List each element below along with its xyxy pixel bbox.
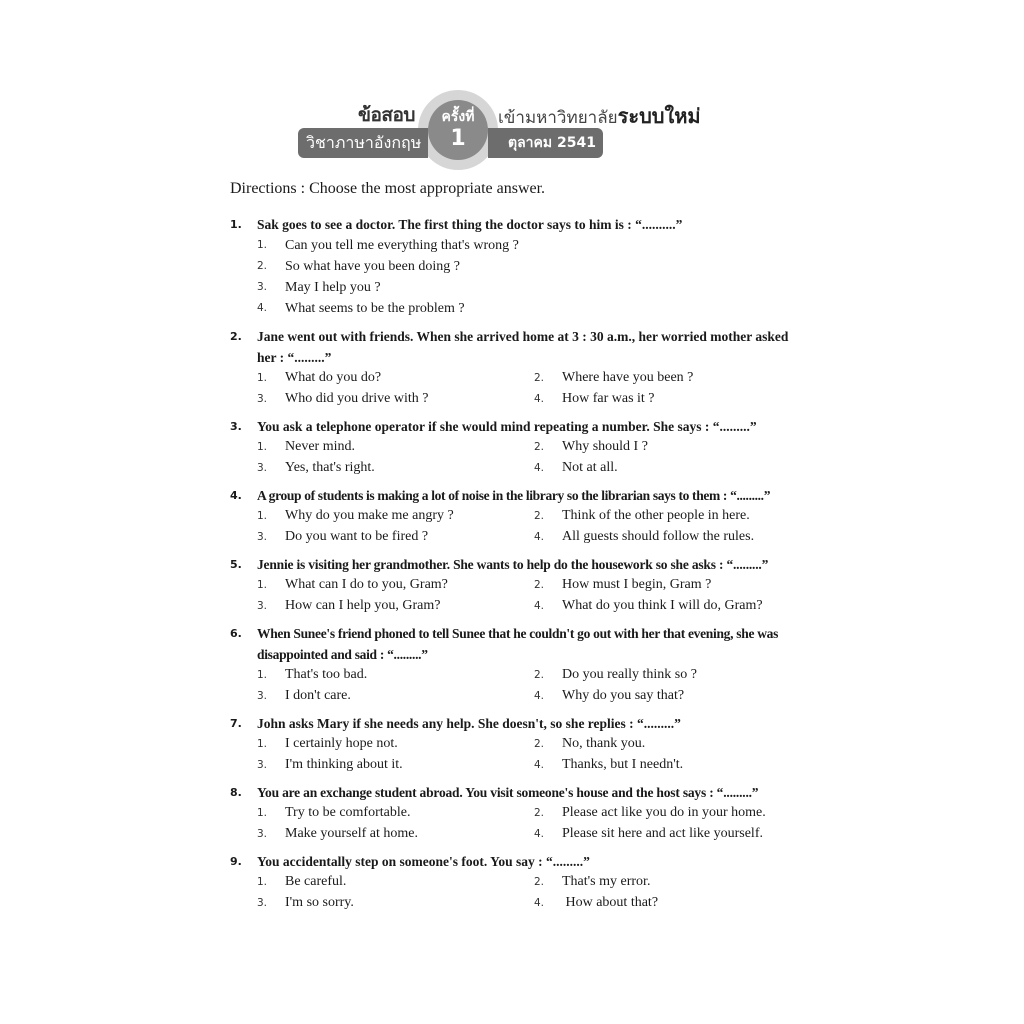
option-text: Yes, that's right.: [285, 459, 375, 475]
answer-option[interactable]: [257, 277, 810, 298]
answer-option[interactable]: [257, 665, 534, 686]
option-number: 4.: [534, 461, 545, 474]
question-stem: [230, 782, 810, 803]
option-text: Think of the other people in here.: [562, 508, 750, 523]
option-text: Never mind.: [285, 439, 355, 454]
question-text: You accidentally step on someone's foot. You say : “.........”: [257, 854, 590, 869]
option-number: 4.: [257, 302, 268, 314]
answer-options: [230, 368, 810, 409]
question-text: Jennie is visiting her grandmother. She wants to help do the housework so she asks : “.........”: [257, 557, 769, 572]
question-number: 2.: [230, 330, 242, 343]
answer-option[interactable]: [257, 527, 534, 548]
answer-option[interactable]: [534, 506, 811, 527]
option-text: What seems to be the problem ?: [285, 301, 465, 316]
question-text: When Sunee's friend phoned to tell Sunee that he couldn't go out with her that evening, she was disappointed and said : “.........”: [257, 626, 779, 662]
question-4: [230, 485, 810, 547]
round-number: 1: [450, 126, 466, 151]
question-stem: [230, 623, 810, 665]
option-text: Why do you say that?: [562, 687, 685, 703]
option-number: 2.: [534, 510, 545, 522]
answer-option[interactable]: [534, 686, 811, 707]
answer-option[interactable]: [534, 893, 811, 914]
question-stem: [230, 713, 810, 734]
question-3: [230, 416, 810, 478]
header-exam-label: ข้อสอบ: [358, 104, 415, 126]
question-number: 6.: [230, 627, 242, 640]
answer-option[interactable]: [534, 803, 811, 824]
option-number: 4.: [534, 896, 545, 909]
question-7: [230, 713, 810, 775]
answer-option[interactable]: [257, 734, 534, 755]
option-text: What do you do?: [285, 370, 382, 385]
option-text: So what have you been doing ?: [285, 259, 460, 274]
option-text: Where have you been ?: [562, 370, 694, 385]
option-number: 1.: [257, 579, 268, 591]
option-number: 4.: [534, 599, 545, 612]
answer-option[interactable]: [257, 389, 534, 410]
option-text: Please sit here and act like yourself.: [562, 825, 763, 841]
question-1: [230, 214, 810, 319]
question-number: 8.: [230, 786, 242, 799]
answer-option[interactable]: [534, 437, 811, 458]
option-number: 1.: [257, 239, 268, 251]
option-number: 3.: [257, 758, 268, 771]
answer-option[interactable]: [534, 872, 811, 893]
option-text: Please act like you do in your home.: [562, 805, 766, 820]
option-number: 3.: [257, 896, 268, 909]
option-number: 2.: [534, 738, 545, 750]
option-text: I'm thinking about it.: [285, 756, 403, 772]
option-number: 2.: [534, 669, 545, 681]
option-number: 2.: [534, 579, 545, 591]
option-text: Do you want to be fired ?: [285, 528, 429, 544]
option-number: 4.: [534, 827, 545, 840]
round-label: ครั้งที่: [441, 109, 475, 125]
question-list: [230, 214, 810, 920]
question-text: A group of students is making a lot of noise in the library so the librarian says to them : “.........”: [257, 488, 771, 503]
option-text: Why should I ?: [562, 439, 648, 454]
answer-options: [230, 235, 810, 319]
option-number: 1.: [257, 669, 268, 681]
option-number: 2.: [534, 876, 545, 888]
option-text: How must I begin, Gram ?: [562, 577, 712, 592]
answer-options: [230, 437, 810, 478]
answer-option[interactable]: [257, 803, 534, 824]
option-text: I'm so sorry.: [285, 894, 354, 910]
answer-option[interactable]: [257, 824, 534, 845]
option-number: 3.: [257, 461, 268, 474]
option-text: No, thank you.: [562, 736, 646, 751]
answer-option[interactable]: [257, 458, 534, 479]
round-badge: [428, 100, 488, 160]
answer-option[interactable]: [534, 368, 811, 389]
answer-option[interactable]: [257, 686, 534, 707]
answer-option[interactable]: [534, 824, 811, 845]
option-text: I certainly hope not.: [285, 736, 398, 751]
answer-option[interactable]: [257, 893, 534, 914]
answer-option[interactable]: [534, 389, 811, 410]
option-text: Why do you make me angry ?: [285, 508, 454, 523]
option-number: 3.: [257, 392, 268, 405]
answer-option[interactable]: [257, 368, 534, 389]
directions-text: Directions : Choose the most appropriate answer.: [230, 180, 546, 197]
question-8: [230, 782, 810, 844]
option-number: 1.: [257, 738, 268, 750]
header-subject-bar: วิชาภาษาอังกฤษ: [298, 128, 428, 158]
question-stem: [230, 416, 810, 437]
option-text: Make yourself at home.: [285, 825, 418, 841]
header-date-bar: ตุลาคม 2541: [488, 128, 603, 158]
question-stem: [230, 851, 810, 872]
question-number: 9.: [230, 855, 242, 868]
answer-options: [230, 506, 810, 547]
answer-option[interactable]: [534, 458, 811, 479]
question-text: You ask a telephone operator if she would mind repeating a number. She says : “.........”: [257, 419, 757, 434]
answer-option[interactable]: [257, 575, 534, 596]
question-stem: [230, 326, 810, 368]
option-number: 3.: [257, 689, 268, 702]
option-text: How can I help you, Gram?: [285, 597, 441, 613]
answer-option[interactable]: [257, 506, 534, 527]
answer-options: [230, 872, 810, 913]
option-text: How about that?: [562, 894, 659, 910]
option-number: 2.: [534, 441, 545, 453]
answer-options: [230, 665, 810, 706]
question-text: You are an exchange student abroad. You visit someone's house and the host says : “.........”: [257, 785, 759, 800]
question-number: 5.: [230, 558, 242, 571]
option-number: 2.: [534, 807, 545, 819]
option-text: Do you really think so ?: [562, 667, 697, 682]
answer-option[interactable]: [534, 596, 811, 617]
answer-option[interactable]: [534, 527, 811, 548]
question-stem: [230, 214, 810, 235]
answer-option[interactable]: [257, 256, 810, 277]
option-number: 2.: [534, 372, 545, 384]
answer-option[interactable]: [257, 298, 810, 319]
header-university-text: เข้ามหาวิทยาลัย: [498, 108, 618, 128]
question-number: 4.: [230, 489, 242, 502]
option-text: Who did you drive with ?: [285, 390, 429, 406]
option-number: 4.: [534, 758, 545, 771]
option-text: Be careful.: [285, 874, 347, 889]
option-text: That's my error.: [562, 874, 651, 889]
question-number: 7.: [230, 717, 242, 730]
option-text: What do you think I will do, Gram?: [562, 597, 763, 613]
answer-option[interactable]: [257, 235, 810, 256]
exam-header-banner: [298, 90, 708, 170]
option-text: All guests should follow the rules.: [562, 528, 755, 544]
option-text: Thanks, but I needn't.: [562, 756, 684, 772]
answer-options: [230, 803, 810, 844]
answer-option[interactable]: [534, 734, 811, 755]
option-number: 1.: [257, 372, 268, 384]
answer-option[interactable]: [257, 437, 534, 458]
option-number: 1.: [257, 807, 268, 819]
answer-option[interactable]: [257, 596, 534, 617]
option-text: What can I do to you, Gram?: [285, 577, 448, 592]
question-5: [230, 554, 810, 616]
answer-option[interactable]: [534, 755, 811, 776]
question-6: [230, 623, 810, 706]
option-text: I don't care.: [285, 687, 351, 703]
option-text: That's too bad.: [285, 667, 368, 682]
option-number: 4.: [534, 392, 545, 405]
question-text: Jane went out with friends. When she arrived home at 3 : 30 a.m., her worried mother asked her : “.........”: [257, 329, 789, 365]
answer-options: [230, 734, 810, 775]
option-text: May I help you ?: [285, 280, 381, 295]
option-number: 2.: [257, 260, 268, 272]
answer-options: [230, 575, 810, 616]
option-number: 3.: [257, 530, 268, 543]
question-stem: [230, 554, 810, 575]
answer-option[interactable]: [534, 665, 811, 686]
question-9: [230, 851, 810, 913]
option-text: Try to be comfortable.: [285, 805, 411, 820]
option-number: 1.: [257, 441, 268, 453]
answer-option[interactable]: [534, 575, 811, 596]
answer-option[interactable]: [257, 872, 534, 893]
option-number: 1.: [257, 876, 268, 888]
option-number: 3.: [257, 827, 268, 840]
option-text: How far was it ?: [562, 390, 655, 406]
question-stem: [230, 485, 810, 506]
question-text: John asks Mary if she needs any help. She doesn't, so she replies : “.........”: [257, 716, 681, 731]
option-number: 1.: [257, 510, 268, 522]
option-text: Not at all.: [562, 459, 618, 475]
question-number: 3.: [230, 420, 242, 433]
answer-option[interactable]: [257, 755, 534, 776]
option-number: 3.: [257, 281, 268, 293]
option-number: 4.: [534, 530, 545, 543]
header-new-system-text: ระบบใหม่: [617, 104, 701, 128]
question-number: 1.: [230, 218, 242, 231]
option-number: 3.: [257, 599, 268, 612]
option-text: Can you tell me everything that's wrong ?: [285, 238, 519, 253]
question-2: [230, 326, 810, 409]
question-text: Sak goes to see a doctor. The first thing the doctor says to him is : “..........”: [257, 217, 683, 232]
option-number: 4.: [534, 689, 545, 702]
